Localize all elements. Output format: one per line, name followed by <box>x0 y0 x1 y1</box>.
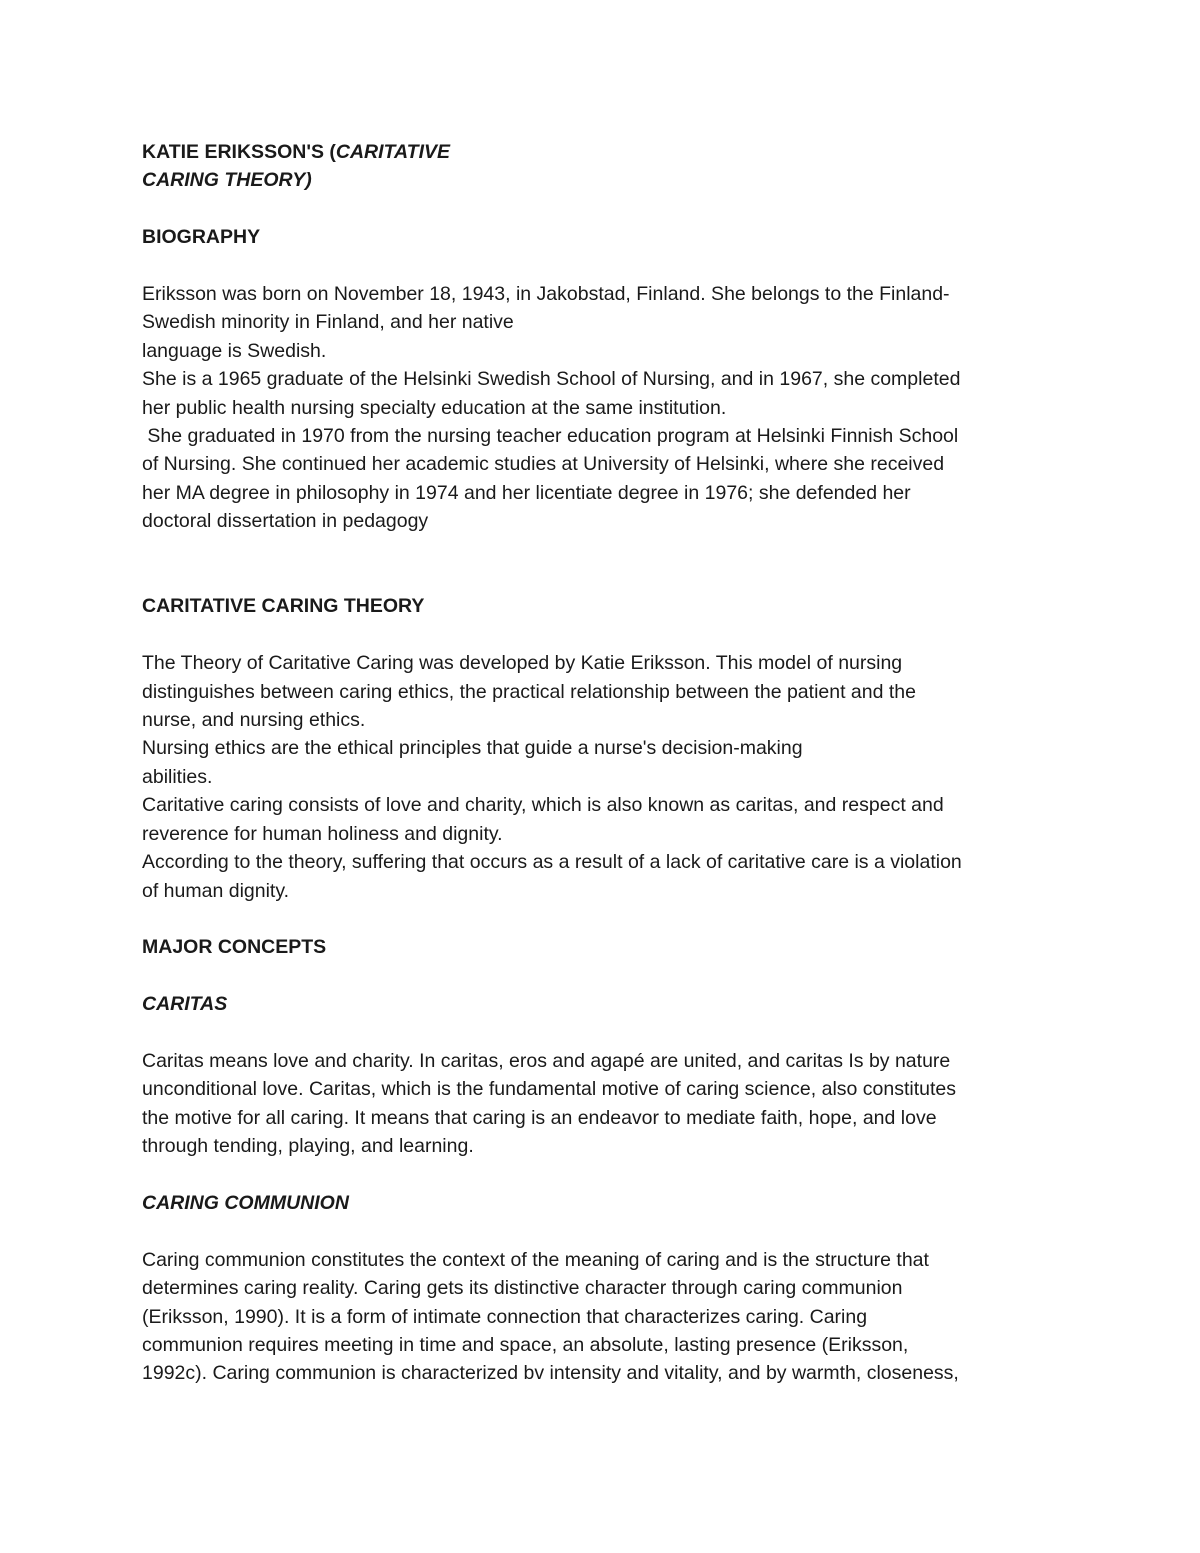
paragraph-line: reverence for human holiness and dignity. <box>142 822 503 845</box>
spacer <box>142 1161 1062 1189</box>
spacer <box>142 962 1062 990</box>
paragraph-line: through tending, playing, and learning. <box>142 1135 474 1158</box>
spacer <box>142 1217 1062 1245</box>
paragraph-line: unconditional love. Caritas, which is the fundamental motive of caring science, also constitutes <box>142 1078 957 1101</box>
paragraph-line: the motive for all caring. It means that caring is an endeavor to mediate faith, hope, and love <box>142 1106 937 1129</box>
paragraph-line: Eriksson was born on November 18, 1943, in Jakobstad, Finland. She belongs to the Finland- <box>142 283 950 305</box>
major-concepts-heading: MAJOR CONCEPTS <box>142 936 327 959</box>
paragraph-line: Nursing ethics are the ethical principles that guide a nurse's decision-making <box>142 737 803 760</box>
theory-heading: CARITATIVE CARING THEORY <box>142 595 425 618</box>
paragraph-line: Caring communion constitutes the context of the meaning of caring and is the structure that <box>142 1248 929 1271</box>
title-prefix: KATIE ERIKSSON'S ( <box>142 141 336 163</box>
paragraph-line: (Eriksson, 1990). It is a form of intimate connection that characterizes caring. Caring <box>142 1305 868 1328</box>
communion-heading: CARING COMMUNION <box>142 1191 349 1214</box>
paragraph-line: Caritas means love and charity. In caritas, eros and agapé are united, and caritas Is by nature <box>142 1049 951 1072</box>
paragraph-line: The Theory of Caritative Caring was developed by Katie Eriksson. This model of nursing <box>142 652 903 675</box>
theory-body <box>142 649 1062 905</box>
paragraph-line: determines caring reality. Caring gets its distinctive character through caring communion <box>142 1277 903 1300</box>
paragraph-line: of human dignity. <box>142 879 290 902</box>
paragraph-line: distinguishes between caring ethics, the practical relationship between the patient and the <box>142 680 916 703</box>
paragraph-line: Caritative caring consists of love and charity, which is also known as caritas, and respect and <box>142 794 944 817</box>
document-title-line-2: CARING THEORY) <box>142 169 312 192</box>
paragraph-line: She is a 1965 graduate of the Helsinki Swedish School of Nursing, and in 1967, she completed <box>142 368 961 391</box>
caritas-heading: CARITAS <box>142 993 228 1016</box>
paragraph-line: of Nursing. She continued her academic studies at University of Helsinki, where she received <box>142 453 945 476</box>
paragraph-line: 1992c). Caring communion is characterized bv intensity and vitality, and by warmth, closeness, <box>142 1362 959 1385</box>
spacer <box>142 1019 1062 1047</box>
paragraph-line: Swedish minority in Finland, and her native <box>142 311 514 334</box>
spacer <box>142 195 1062 223</box>
paragraph-line: According to the theory, suffering that occurs as a result of a lack of caritative care is a violation <box>142 851 962 874</box>
paragraph-line: language is Swedish. <box>142 339 327 362</box>
communion-body <box>142 1246 1062 1388</box>
paragraph-line: nurse, and nursing ethics. <box>142 709 366 732</box>
paragraph-line: her public health nursing specialty education at the same institution. <box>142 396 727 419</box>
document-title-line-1 <box>142 138 1062 166</box>
document-page <box>142 138 1062 1388</box>
paragraph-line: abilities. <box>142 765 213 788</box>
biography-heading: BIOGRAPHY <box>142 226 261 249</box>
spacer <box>142 905 1062 933</box>
biography-body <box>142 280 1062 536</box>
paragraph-line: doctoral dissertation in pedagogy <box>142 510 429 533</box>
spacer <box>142 536 1062 593</box>
paragraph-line: She graduated in 1970 from the nursing teacher education program at Helsinki Finnish School <box>142 425 959 448</box>
spacer <box>142 621 1062 649</box>
caritas-body <box>142 1047 1062 1161</box>
paragraph-line: communion requires meeting in time and space, an absolute, lasting presence (Eriksson, <box>142 1333 909 1356</box>
paragraph-line: her MA degree in philosophy in 1974 and her licentiate degree in 1976; she defended her <box>142 481 911 504</box>
title-italic-part: CARITATIVE <box>335 141 450 163</box>
spacer <box>142 252 1062 280</box>
